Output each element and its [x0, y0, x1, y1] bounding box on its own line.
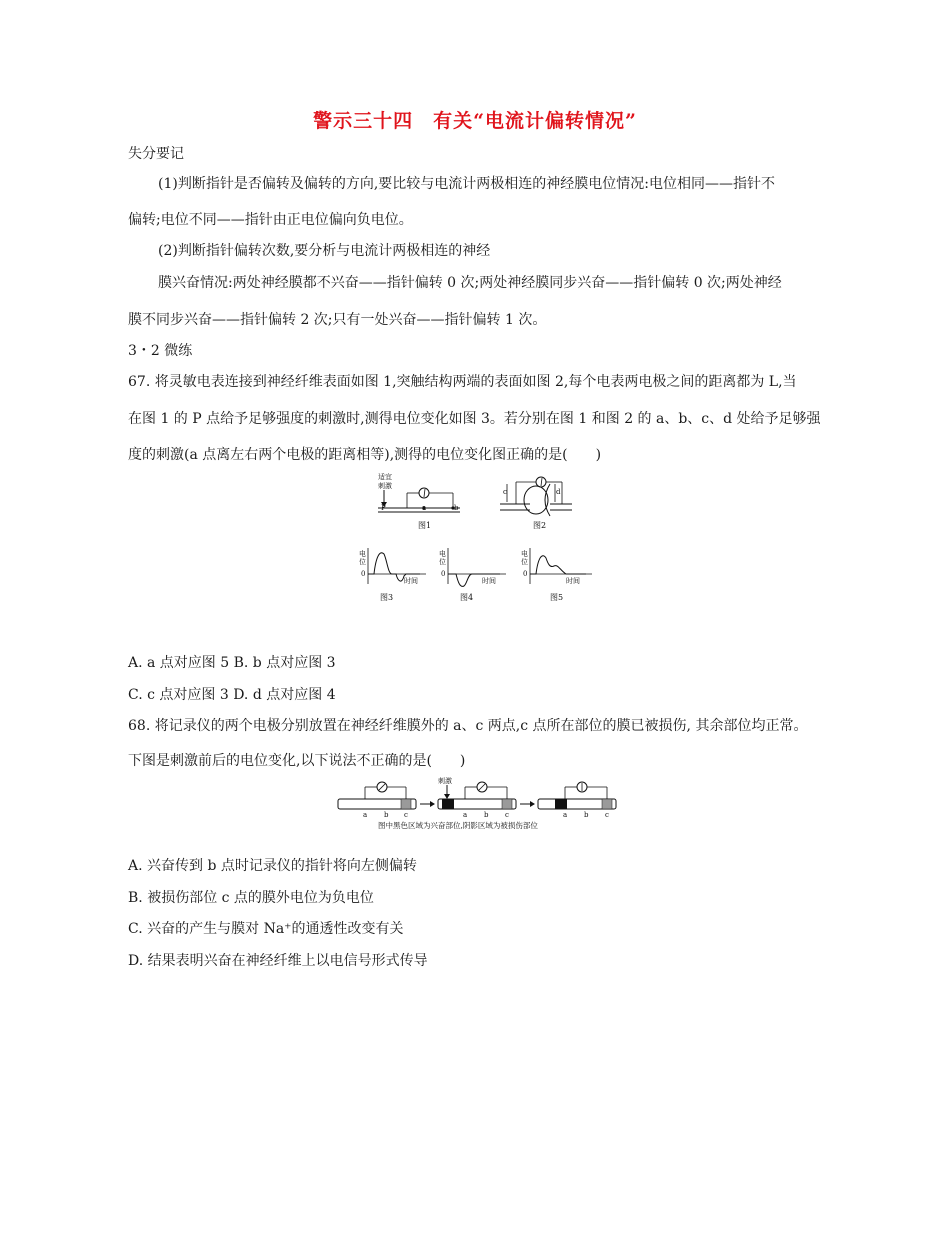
fig3-y-label-1: 电	[359, 550, 366, 558]
fig1-caption: 图1	[418, 521, 432, 530]
rule-2-line-2: 膜兴奋情况:两处神经膜都不兴奋——指针偏转 0 次;两处神经膜同步兴奋——指针偏转 0 次;两处神经	[158, 275, 782, 291]
fig1-nerve-fiber	[378, 472, 460, 530]
fig5-y-label-2: 位	[521, 558, 528, 566]
fig4-zero: 0	[441, 570, 446, 578]
b-label: b	[454, 504, 459, 512]
rule-1-line-2: 偏转;电位不同——指针由正电位偏向负电位。	[128, 212, 413, 228]
fig5-x-label: 时间	[566, 577, 580, 585]
fig4-x-label: 时间	[482, 577, 496, 585]
q68-stem-line-1: 68. 将记录仪的两个电极分别放置在神经纤维膜外的 a、c 两点,c 点所在部位的膜已被损伤, 其余部位均正常。	[128, 718, 808, 734]
fig2-caption: 图2	[533, 521, 547, 530]
page-title: 警示三十四 有关“电流计偏转情况”	[313, 110, 637, 132]
p-label: P	[381, 504, 386, 512]
fig4-caption: 图4	[460, 593, 474, 602]
stim-label-1: 适宜	[378, 473, 392, 481]
fig5-y-label-1: 电	[521, 550, 528, 558]
q68-option-c: C. 兴奋的产生与膜对 Na⁺的通透性改变有关	[128, 921, 404, 937]
q68-panel2-a: a	[463, 811, 468, 819]
q68-option-a: A. 兴奋传到 b 点时记录仪的指针将向左侧偏转	[128, 858, 417, 874]
c-label: c	[503, 488, 507, 496]
fig4-y-label-2: 位	[439, 558, 446, 566]
a-label: a	[422, 504, 427, 512]
fig5-zero: 0	[523, 570, 528, 578]
q68-panel2-c: c	[505, 811, 509, 819]
q68-panel-stimulated	[438, 776, 516, 819]
rule-2-line-1: (2)判断指针偏转次数,要分析与电流计两极相连的神经	[158, 243, 491, 259]
q68-panel3-b: b	[584, 811, 589, 819]
fig3-caption: 图3	[380, 593, 394, 602]
q68-panel1-a: a	[363, 811, 368, 819]
q68-panel2-b: b	[484, 811, 489, 819]
fig2-synapse	[500, 477, 572, 530]
q68-panel3-c: c	[605, 811, 609, 819]
fig3-x-label: 时间	[404, 577, 418, 585]
fig3-graph	[359, 548, 426, 602]
q68-option-d: D. 结果表明兴奋在神经纤维上以电信号形式传导	[128, 953, 428, 969]
d-label: d	[556, 488, 561, 496]
q68-panel-before	[338, 782, 416, 819]
q68-option-b: B. 被损伤部位 c 点的膜外电位为负电位	[128, 890, 374, 906]
fig3-zero: 0	[361, 570, 366, 578]
q67-options-cd: C. c 点对应图 3 D. d 点对应图 4	[128, 687, 336, 703]
fig5-graph	[521, 548, 592, 602]
q67-options-ab: A. a 点对应图 5 B. b 点对应图 3	[128, 655, 336, 671]
rule-2-line-3: 膜不同步兴奋——指针偏转 2 次;只有一处兴奋——指针偏转 1 次。	[128, 312, 547, 328]
fig4-y-label-1: 电	[439, 550, 446, 558]
q68-stim-label: 刺激	[438, 777, 452, 785]
rule-1-line-1: (1)判断指针是否偏转及偏转的方向,要比较与电流计两极相连的神经膜电位情况:电位相同——指针不	[158, 176, 775, 192]
q68-panel-propagated	[538, 782, 616, 819]
fig3-y-label-2: 位	[359, 558, 366, 566]
fig5-caption: 图5	[550, 593, 564, 602]
q67-stem-line-2: 在图 1 的 P 点给予足够强度的刺激时,测得电位变化如图 3。若分别在图 1 和图 2 的 a、b、c、d 处给予足够强	[128, 411, 821, 427]
stim-label-2: 刺激	[378, 482, 392, 490]
q67-figure	[340, 470, 600, 610]
q68-panel1-b: b	[384, 811, 389, 819]
section-label: 失分要记	[128, 146, 184, 162]
q67-stem-line-1: 67. 将灵敏电表连接到神经纤维表面如图 1,突触结构两端的表面如图 2,每个电表两电极之间的距离都为 L,当	[128, 374, 797, 390]
q67-stem-line-3: 度的刺激(a 点离左右两个电极的距离相等),测得的电位变化图正确的是( )	[128, 447, 602, 463]
q68-panel1-c: c	[404, 811, 408, 819]
q68-panel3-a: a	[563, 811, 568, 819]
fig4-graph	[439, 548, 506, 602]
practice-label: 3・2 微练	[128, 343, 193, 359]
q68-stem-line-2: 下图是刺激前后的电位变化,以下说法不正确的是( )	[128, 753, 466, 769]
q68-figure-caption: 图中黑色区域为兴奋部位,阴影区域为被损伤部位	[378, 821, 538, 830]
q68-figure	[330, 775, 620, 833]
